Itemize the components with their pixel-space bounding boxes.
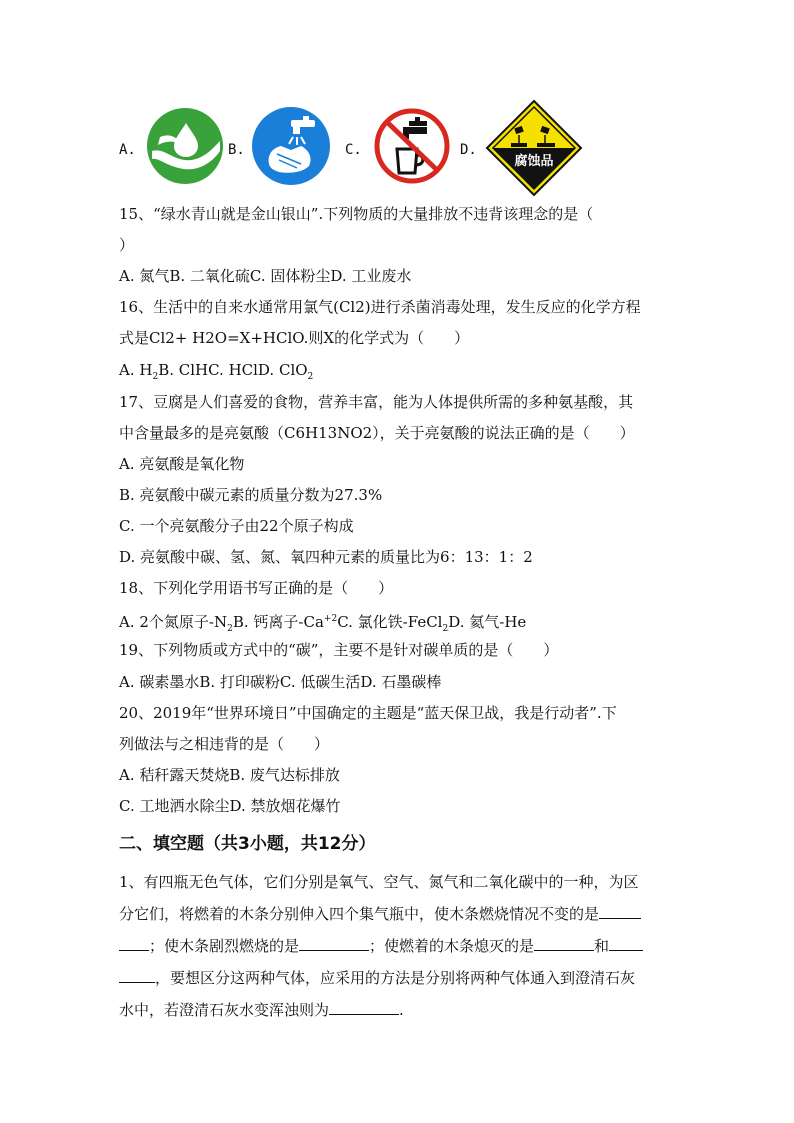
fill1-line2-text: 分它们，将燃着的木条分别伸入四个集气瓶中，使木条燃烧情况不变的是 xyxy=(119,905,600,923)
answer-blank-1[interactable] xyxy=(599,904,641,919)
option-a-label: A. xyxy=(119,142,136,158)
q20-stem-line2: 列做法与之相违背的是（ ） xyxy=(119,735,330,753)
fill1-line3-c: 和 xyxy=(594,937,610,955)
q19-stem: 19、下列物质或方式中的“碳”，主要不是针对碳单质的是（ ） xyxy=(119,641,559,659)
q18-opt-d: D. 氦气-He xyxy=(448,613,527,631)
answer-blank-5[interactable] xyxy=(329,1000,399,1015)
section-title: 二、填空题（共3小题，共12分） xyxy=(119,834,376,854)
q17-option-d: D. 亮氨酸中碳、氢、氮、氧四种元素的质量比为6：13：1：2 xyxy=(119,548,533,566)
q17-option-b: B. 亮氨酸中碳元素的质量分数为27.3% xyxy=(119,486,383,504)
option-b-label: B. xyxy=(228,142,245,158)
q18-opt-a: A. 2个氮原子-N xyxy=(119,613,228,631)
answer-blank-3[interactable] xyxy=(534,936,594,951)
q16-options xyxy=(119,360,313,387)
fill1-line3-a: ；使木条剧烈燃烧的是 xyxy=(149,937,300,955)
fill1-line3 xyxy=(119,936,643,956)
q16-opt-d-sub: 2 xyxy=(307,372,314,382)
q17-option-c: C. 一个亮氨酸分子由22个原子构成 xyxy=(119,517,354,535)
q15-options: A. 氮气B. 二氧化硫C. 固体粉尘D. 工业废水 xyxy=(119,267,412,285)
q18-opt-c: C. 氯化铁-FeCl xyxy=(337,613,443,631)
q15-stem: 15、“绿水青山就是金山银山”.下列物质的大量排放不违背该理念的是（ xyxy=(119,205,594,223)
q16-stem-line2: 式是Cl2+ H2O=X+HClO.则X的化学式为（ ） xyxy=(119,329,470,347)
corrosive-label: 腐蚀品 xyxy=(514,154,554,169)
water-drop-logo-icon xyxy=(146,107,224,185)
hand-washing-icon xyxy=(251,106,331,186)
q14-icon-options xyxy=(119,99,599,199)
answer-blank-4[interactable] xyxy=(609,936,643,951)
fill1-line4-text: ，要想区分这两种气体，应采用的方法是分别将两种气体通入到澄清石灰 xyxy=(155,969,636,987)
q16-opt-a-sub: 2 xyxy=(152,372,159,382)
q18-options xyxy=(119,609,526,639)
option-d-label: D. xyxy=(460,142,477,158)
fill1-line2 xyxy=(119,904,641,924)
q18-stem: 18、下列化学用语书写正确的是（ ） xyxy=(119,579,394,597)
option-c-label: C. xyxy=(345,142,362,158)
fill1-line5-b: . xyxy=(399,1001,404,1019)
fill1-line5 xyxy=(119,1000,404,1020)
fill1-line4 xyxy=(119,968,635,988)
answer-blank-4-cont[interactable] xyxy=(119,968,155,983)
corrosive-hazard-icon xyxy=(485,99,583,197)
q20-options-cd: C. 工地洒水除尘D. 禁放烟花爆竹 xyxy=(119,797,341,815)
q17-stem-line1: 17、豆腐是人们喜爱的食物，营养丰富，能为人体提供所需的多种氨基酸，其 xyxy=(119,393,634,411)
q16-opt-a-post: B. ClHC. HClD. ClO xyxy=(158,361,308,379)
q16-opt-a-pre: A. H xyxy=(119,361,153,379)
q16-stem-line1: 16、生活中的自来水通常用氯气(Cl2)进行杀菌消毒处理，发生反应的化学方程 xyxy=(119,298,641,316)
no-drinking-water-icon xyxy=(373,107,451,185)
q20-stem-line1: 20、2019年“世界环境日”中国确定的主题是“蓝天保卫战，我是行动者”.下 xyxy=(119,704,617,722)
q17-option-a: A. 亮氨酸是氧化物 xyxy=(119,455,245,473)
q18-opt-a-sub: 2 xyxy=(227,624,233,634)
q18-opt-b-sup: +2 xyxy=(323,614,338,624)
fill1-line3-b: ；使燃着的木条熄灭的是 xyxy=(369,937,535,955)
q15-stem-cont: ） xyxy=(119,236,135,254)
q20-options-ab: A. 秸秆露天焚烧B. 废气达标排放 xyxy=(119,766,340,784)
q18-opt-b: B. 钙离子-Ca xyxy=(232,613,324,631)
fill1-line5-a: 水中，若澄清石灰水变浑浊则为 xyxy=(119,1001,330,1019)
q17-stem-line2: 中含量最多的是亮氨酸（C6H13NO2），关于亮氨酸的说法正确的是（ ） xyxy=(119,424,635,442)
fill1-line1: 1、有四瓶无色气体，它们分别是氧气、空气、氮气和二氧化碳中的一种，为区 xyxy=(119,873,639,891)
answer-blank-2[interactable] xyxy=(299,936,369,951)
answer-blank-1-cont[interactable] xyxy=(119,936,149,951)
q19-options: A. 碳素墨水B. 打印碳粉C. 低碳生活D. 石墨碳棒 xyxy=(119,673,442,691)
q18-opt-c-sub: 2 xyxy=(442,624,449,634)
